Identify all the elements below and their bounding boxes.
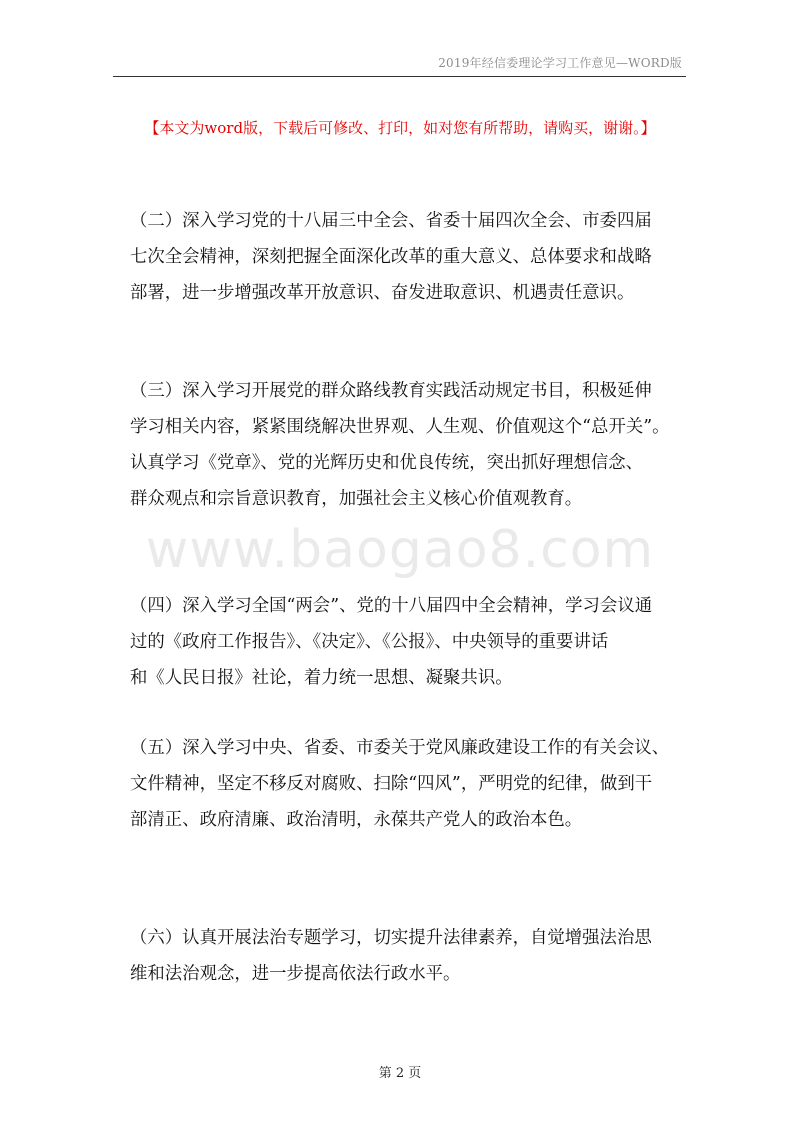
paragraph-line: 和《人民日报》社论，着力统一思想、凝聚共识。 <box>130 668 513 688</box>
paragraph-line: 群众观点和宗旨意识教育，加强社会主义核心价值观教育。 <box>130 489 583 509</box>
paragraph-line: （二）深入学习党的十八届三中全会、省委十届四次全会、市委四届 <box>130 211 652 231</box>
paragraph-two <box>130 203 690 311</box>
paragraph-four <box>130 588 690 696</box>
paragraph-line: （六）认真开展法治专题学习，切实提升法律素养，自觉增强法治思 <box>130 928 652 948</box>
paragraph-line: 部清正、政府清廉、政治清明，永葆共产党人的政治本色。 <box>130 810 583 830</box>
paragraph-line: 七次全会精神，深刻把握全面深化改革的重大意义、总体要求和战略 <box>130 247 652 267</box>
header-title: 2019年经信委理论学习工作意见—WORD版 <box>438 56 682 70</box>
paragraph-line: 过的《政府工作报告》、《决定》、《公报》、中央领导的重要讲话 <box>130 632 609 652</box>
paragraph-line: （三）深入学习开展党的群众路线教育实践活动规定书目，积极延伸 <box>130 381 652 401</box>
paragraph-line: 部署，进一步增强改革开放意识、奋发进取意识、机遇责任意识。 <box>130 283 635 303</box>
watermark: www.baogao8.com <box>145 520 655 580</box>
paragraph-six <box>130 920 690 992</box>
page-header <box>113 50 686 77</box>
paragraph-line: 文件精神，坚定不移反对腐败、扫除“四风”，严明党的纪律，做到干 <box>130 774 653 794</box>
paragraph-line: （五）深入学习中央、省委、市委关于党风廉政建设工作的有关会议、 <box>130 738 670 758</box>
paragraph-line: 学习相关内容，紧紧围绕解决世界观、人生观、价值观这个“总开关”。 <box>130 417 670 437</box>
purchase-notice: 【本文为word版，下载后可修改、打印，如对您有所帮助，请购买，谢谢。】 <box>144 119 656 137</box>
paragraph-line: （四）深入学习全国“两会”、党的十八届四中全会精神，学习会议通 <box>130 596 653 616</box>
paragraph-line: 认真学习《党章》、党的光辉历史和优良传统，突出抓好理想信念、 <box>130 453 644 473</box>
paragraph-line: 维和法治观念，进一步提高依法行政水平。 <box>130 964 461 984</box>
paragraph-three <box>130 373 690 517</box>
paragraph-five <box>130 730 690 838</box>
page-number: 第 2 页 <box>378 1066 422 1081</box>
